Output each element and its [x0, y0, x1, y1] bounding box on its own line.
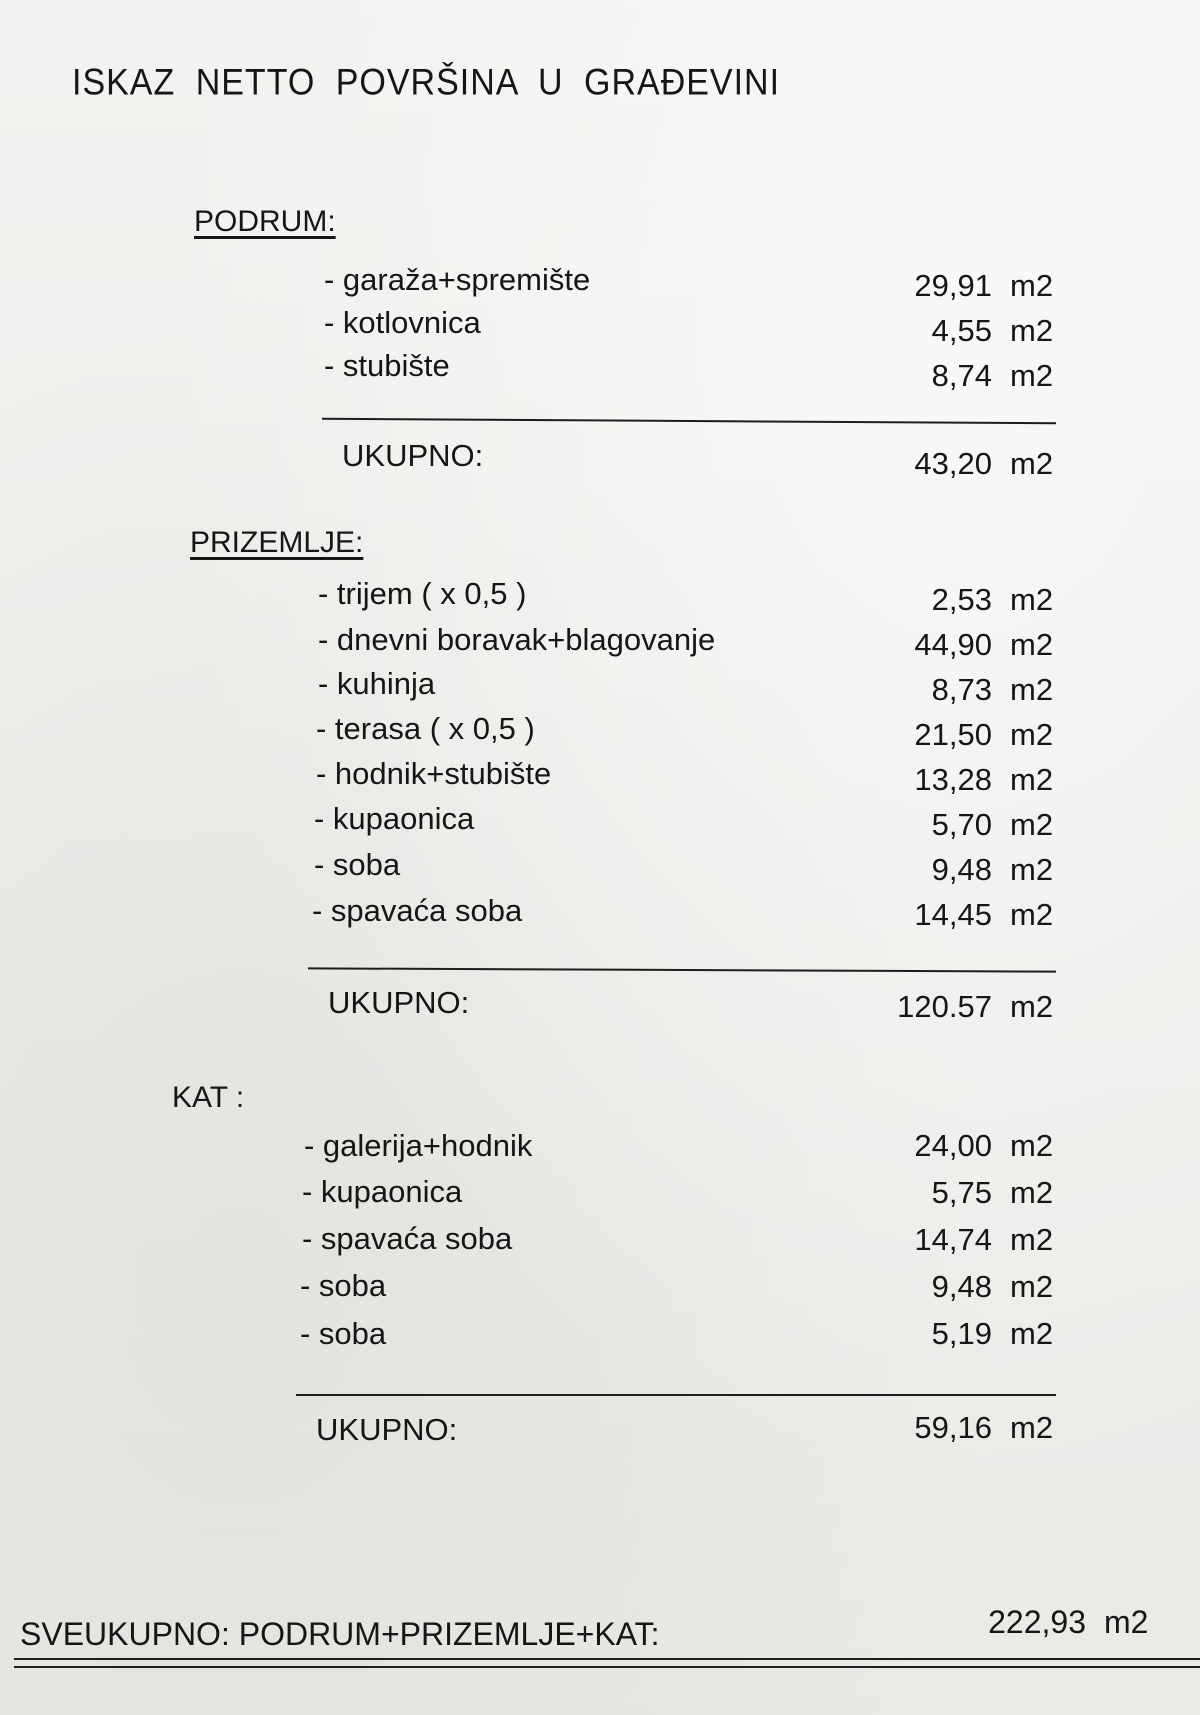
- list-item-unit: m2: [1010, 268, 1054, 303]
- list-item-label: - spavaća soba: [312, 893, 523, 928]
- list-item-unit: m2: [1010, 1316, 1054, 1351]
- section-label-prizemlje: PRIZEMLJE:: [190, 526, 364, 559]
- list-item-unit: m2: [1010, 1222, 1054, 1257]
- section-total-label: UKUPNO:: [316, 1412, 458, 1447]
- double-divider-line-top: [14, 1658, 1200, 1660]
- list-item-unit: m2: [1010, 1410, 1054, 1445]
- list-item-label: - trijem ( x 0,5 ): [318, 576, 527, 611]
- list-item-label: - kotlovnica: [324, 305, 481, 340]
- list-item-unit: m2: [1010, 672, 1054, 707]
- section-total-value: 43,20: [914, 446, 992, 481]
- list-item-unit: m2: [1010, 446, 1054, 481]
- list-item-label: - soba: [300, 1316, 387, 1351]
- list-item-unit: m2: [1010, 1269, 1054, 1304]
- list-item-value: 24,00: [914, 1128, 992, 1163]
- divider-line: [322, 418, 1056, 424]
- list-item-unit: m2: [1010, 807, 1054, 842]
- list-item-label: - garaža+spremište: [324, 262, 591, 297]
- list-item-unit: m2: [1010, 582, 1054, 617]
- list-item-unit: m2: [1010, 989, 1054, 1024]
- section-label-kat: KAT :: [172, 1081, 245, 1114]
- double-divider-line-bottom: [14, 1666, 1200, 1668]
- list-item-value: 13,28: [914, 762, 992, 797]
- grand-total-value: 222,93: [988, 1604, 1086, 1640]
- list-item-unit: m2: [1010, 1128, 1054, 1163]
- list-item-label: - dnevni boravak+blagovanje: [318, 622, 716, 657]
- list-item-label: - soba: [300, 1268, 387, 1303]
- list-item-unit: m2: [1104, 1604, 1149, 1640]
- divider-line: [296, 1394, 1056, 1396]
- list-item-unit: m2: [1010, 717, 1054, 752]
- list-item-value: 5,19: [931, 1316, 992, 1351]
- list-item-value: 9,48: [931, 1269, 992, 1304]
- list-item-label: - hodnik+stubište: [316, 756, 552, 791]
- list-item-unit: m2: [1010, 852, 1054, 887]
- list-item-unit: m2: [1010, 762, 1054, 797]
- grand-total-label: SVEUKUPNO: PODRUM+PRIZEMLJE+KAT:: [20, 1616, 660, 1652]
- list-item-unit: m2: [1010, 313, 1054, 348]
- list-item-unit: m2: [1010, 1175, 1054, 1210]
- list-item-value: 5,75: [931, 1175, 992, 1210]
- list-item-label: - kuhinja: [318, 666, 436, 701]
- list-item-label: - stubište: [324, 348, 450, 383]
- list-item-value: 2,53: [931, 582, 992, 617]
- list-item-value: 9,48: [931, 852, 992, 887]
- list-item-label: - kupaonica: [302, 1174, 463, 1209]
- list-item-unit: m2: [1010, 358, 1054, 393]
- list-item-label: - soba: [314, 847, 401, 882]
- list-item-value: 8,74: [931, 358, 992, 393]
- list-item-value: 4,55: [931, 313, 992, 348]
- section-total-value: 59,16: [914, 1410, 992, 1445]
- list-item-label: - spavaća soba: [302, 1221, 513, 1256]
- divider-line: [308, 967, 1056, 972]
- list-item-label: - kupaonica: [314, 801, 475, 836]
- section-label-podrum: PODRUM:: [194, 205, 336, 238]
- section-total-label: UKUPNO:: [328, 985, 470, 1020]
- list-item-value: 8,73: [931, 672, 992, 707]
- section-total-label: UKUPNO:: [342, 438, 484, 473]
- page-title: ISKAZ NETTO POVRŠINA U GRAĐEVINI: [72, 62, 781, 104]
- list-item-value: 29,91: [914, 268, 992, 303]
- list-item-label: - galerija+hodnik: [304, 1128, 533, 1163]
- list-item-value: 14,74: [914, 1222, 992, 1257]
- section-total-value: 120.57: [897, 989, 992, 1024]
- list-item-unit: m2: [1010, 627, 1054, 662]
- list-item-value: 5,70: [931, 807, 992, 842]
- list-item-value: 44,90: [914, 627, 992, 662]
- list-item-label: - terasa ( x 0,5 ): [316, 711, 535, 746]
- list-item-value: 14,45: [914, 897, 992, 932]
- list-item-value: 21,50: [914, 717, 992, 752]
- list-item-unit: m2: [1010, 897, 1054, 932]
